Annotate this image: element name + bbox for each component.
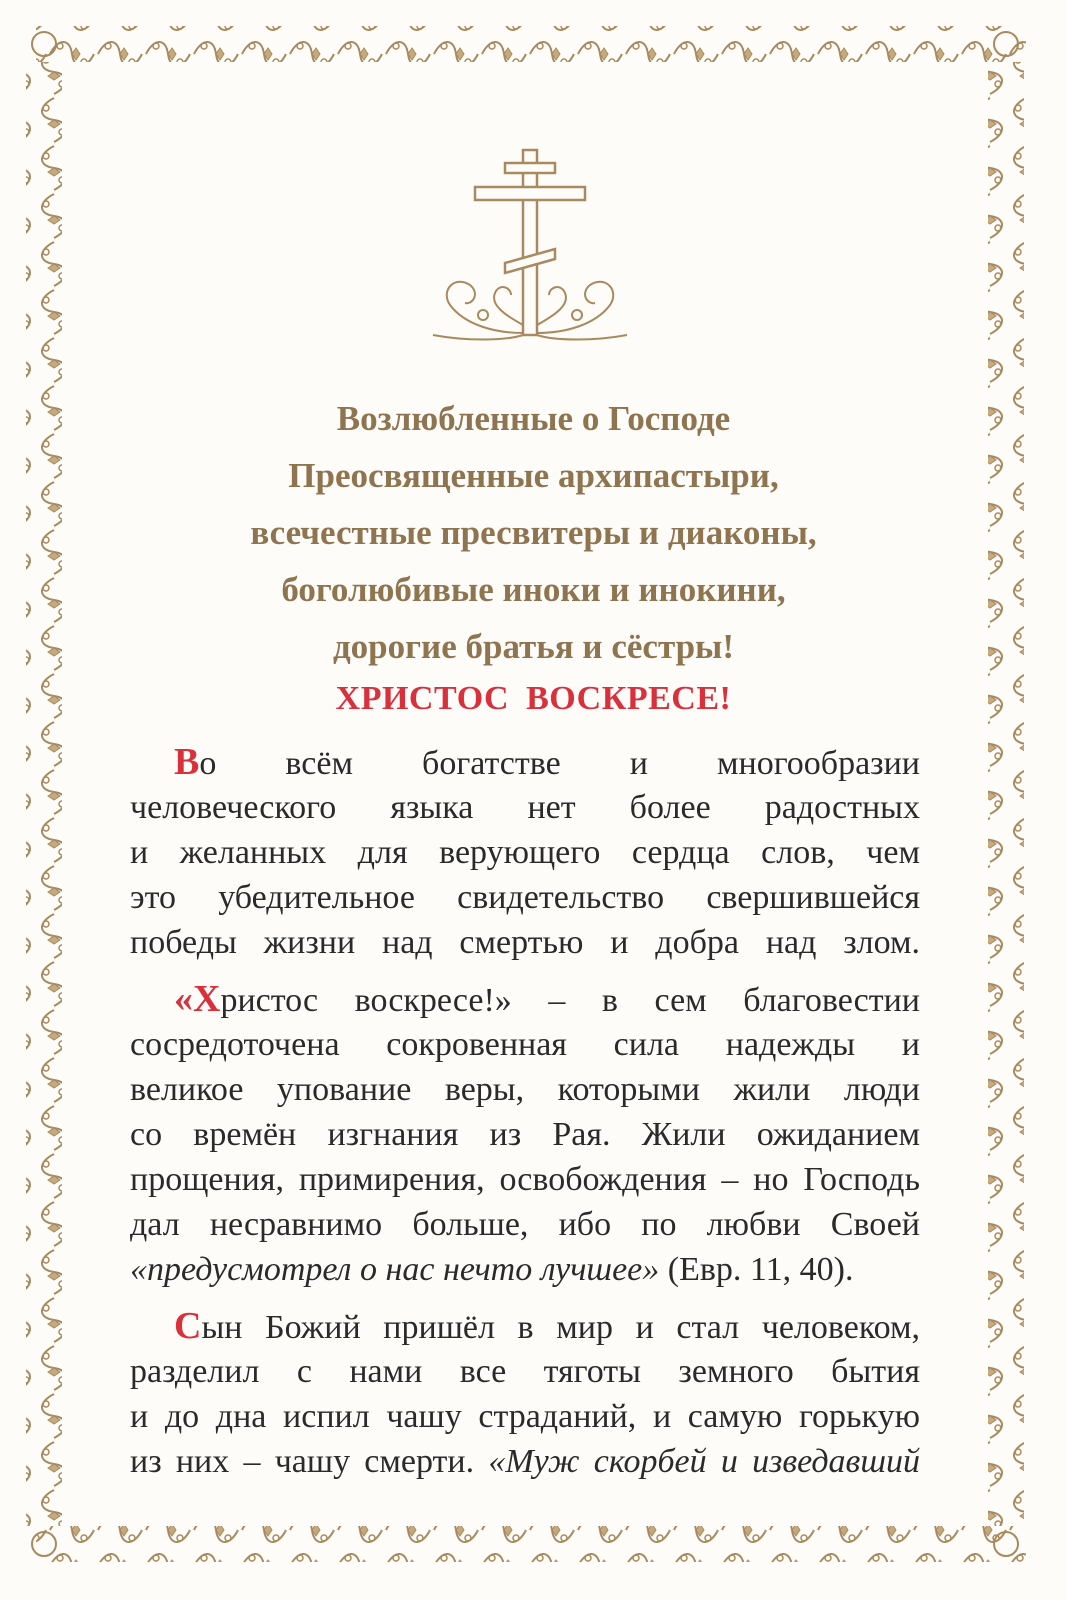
greeting-line: Преосвященные архипастыри, [288,456,779,495]
headline-christ-is-risen: ХРИСТОС ВОСКРЕСЕ! [335,680,732,717]
orthodox-cross-icon [425,145,635,345]
text-line: великое упование веры, которыми жили люди [130,1071,920,1108]
drop-cap: С [174,1305,202,1347]
paragraph-3 [130,1304,920,1484]
text-line: дал несравнимо больше, ибо по любви Своей [130,1206,920,1243]
drop-cap: «Х [174,978,221,1020]
scripture-quote: «Муж скорбей и изведавший [488,1443,920,1480]
text-line: победы жизни над смертью и добра над злом. [130,924,920,961]
paragraph-1 [130,740,920,965]
text-line [130,1439,920,1484]
greeting-line: всечестные пресвитеры и диаконы, [250,513,817,552]
greeting-address [110,390,957,675]
greeting-line: боголюбивые иноки и инокини, [281,570,786,609]
text-line: и желанных для верующего сердца слов, чем [130,834,920,871]
text-line: человеческого языка нет более радостных [130,789,920,826]
text-line: сосредоточена сокровенная сила надежды и [130,1026,920,1063]
text-line: прощения, примирения, освобождения – но Господь [130,1161,920,1198]
paragraph-2 [130,977,920,1292]
text-line: со времён изгнания из Рая. Жили ожиданием [130,1116,920,1153]
body-text [130,740,920,1496]
text-line: и до дна испил чашу страданий, и самую горькую [130,1398,920,1435]
greeting-line: дорогие братья и сёстры! [332,627,735,666]
scripture-quote: «предусмотрел о нас нечто лучшее» [130,1251,660,1288]
text-line: «Христос воскресе!» – в сем благовестии [174,978,920,1020]
text-fragment: из них – чашу смерти. [130,1443,489,1480]
text-line [130,1247,920,1292]
text-line: Сын Божий пришёл в мир и стал человеком, [174,1305,920,1347]
scripture-reference: (Евр. 11, 40). [659,1251,854,1288]
greeting-line: Возлюбленные о Господе [336,399,731,438]
text-line: Во всём богатстве и многообразии [174,741,920,783]
text-line: разделил с нами все тяготы земного бытия [130,1353,920,1390]
drop-cap: В [174,741,200,783]
text-line: это убедительное свидетельство свершившейся [130,879,920,916]
